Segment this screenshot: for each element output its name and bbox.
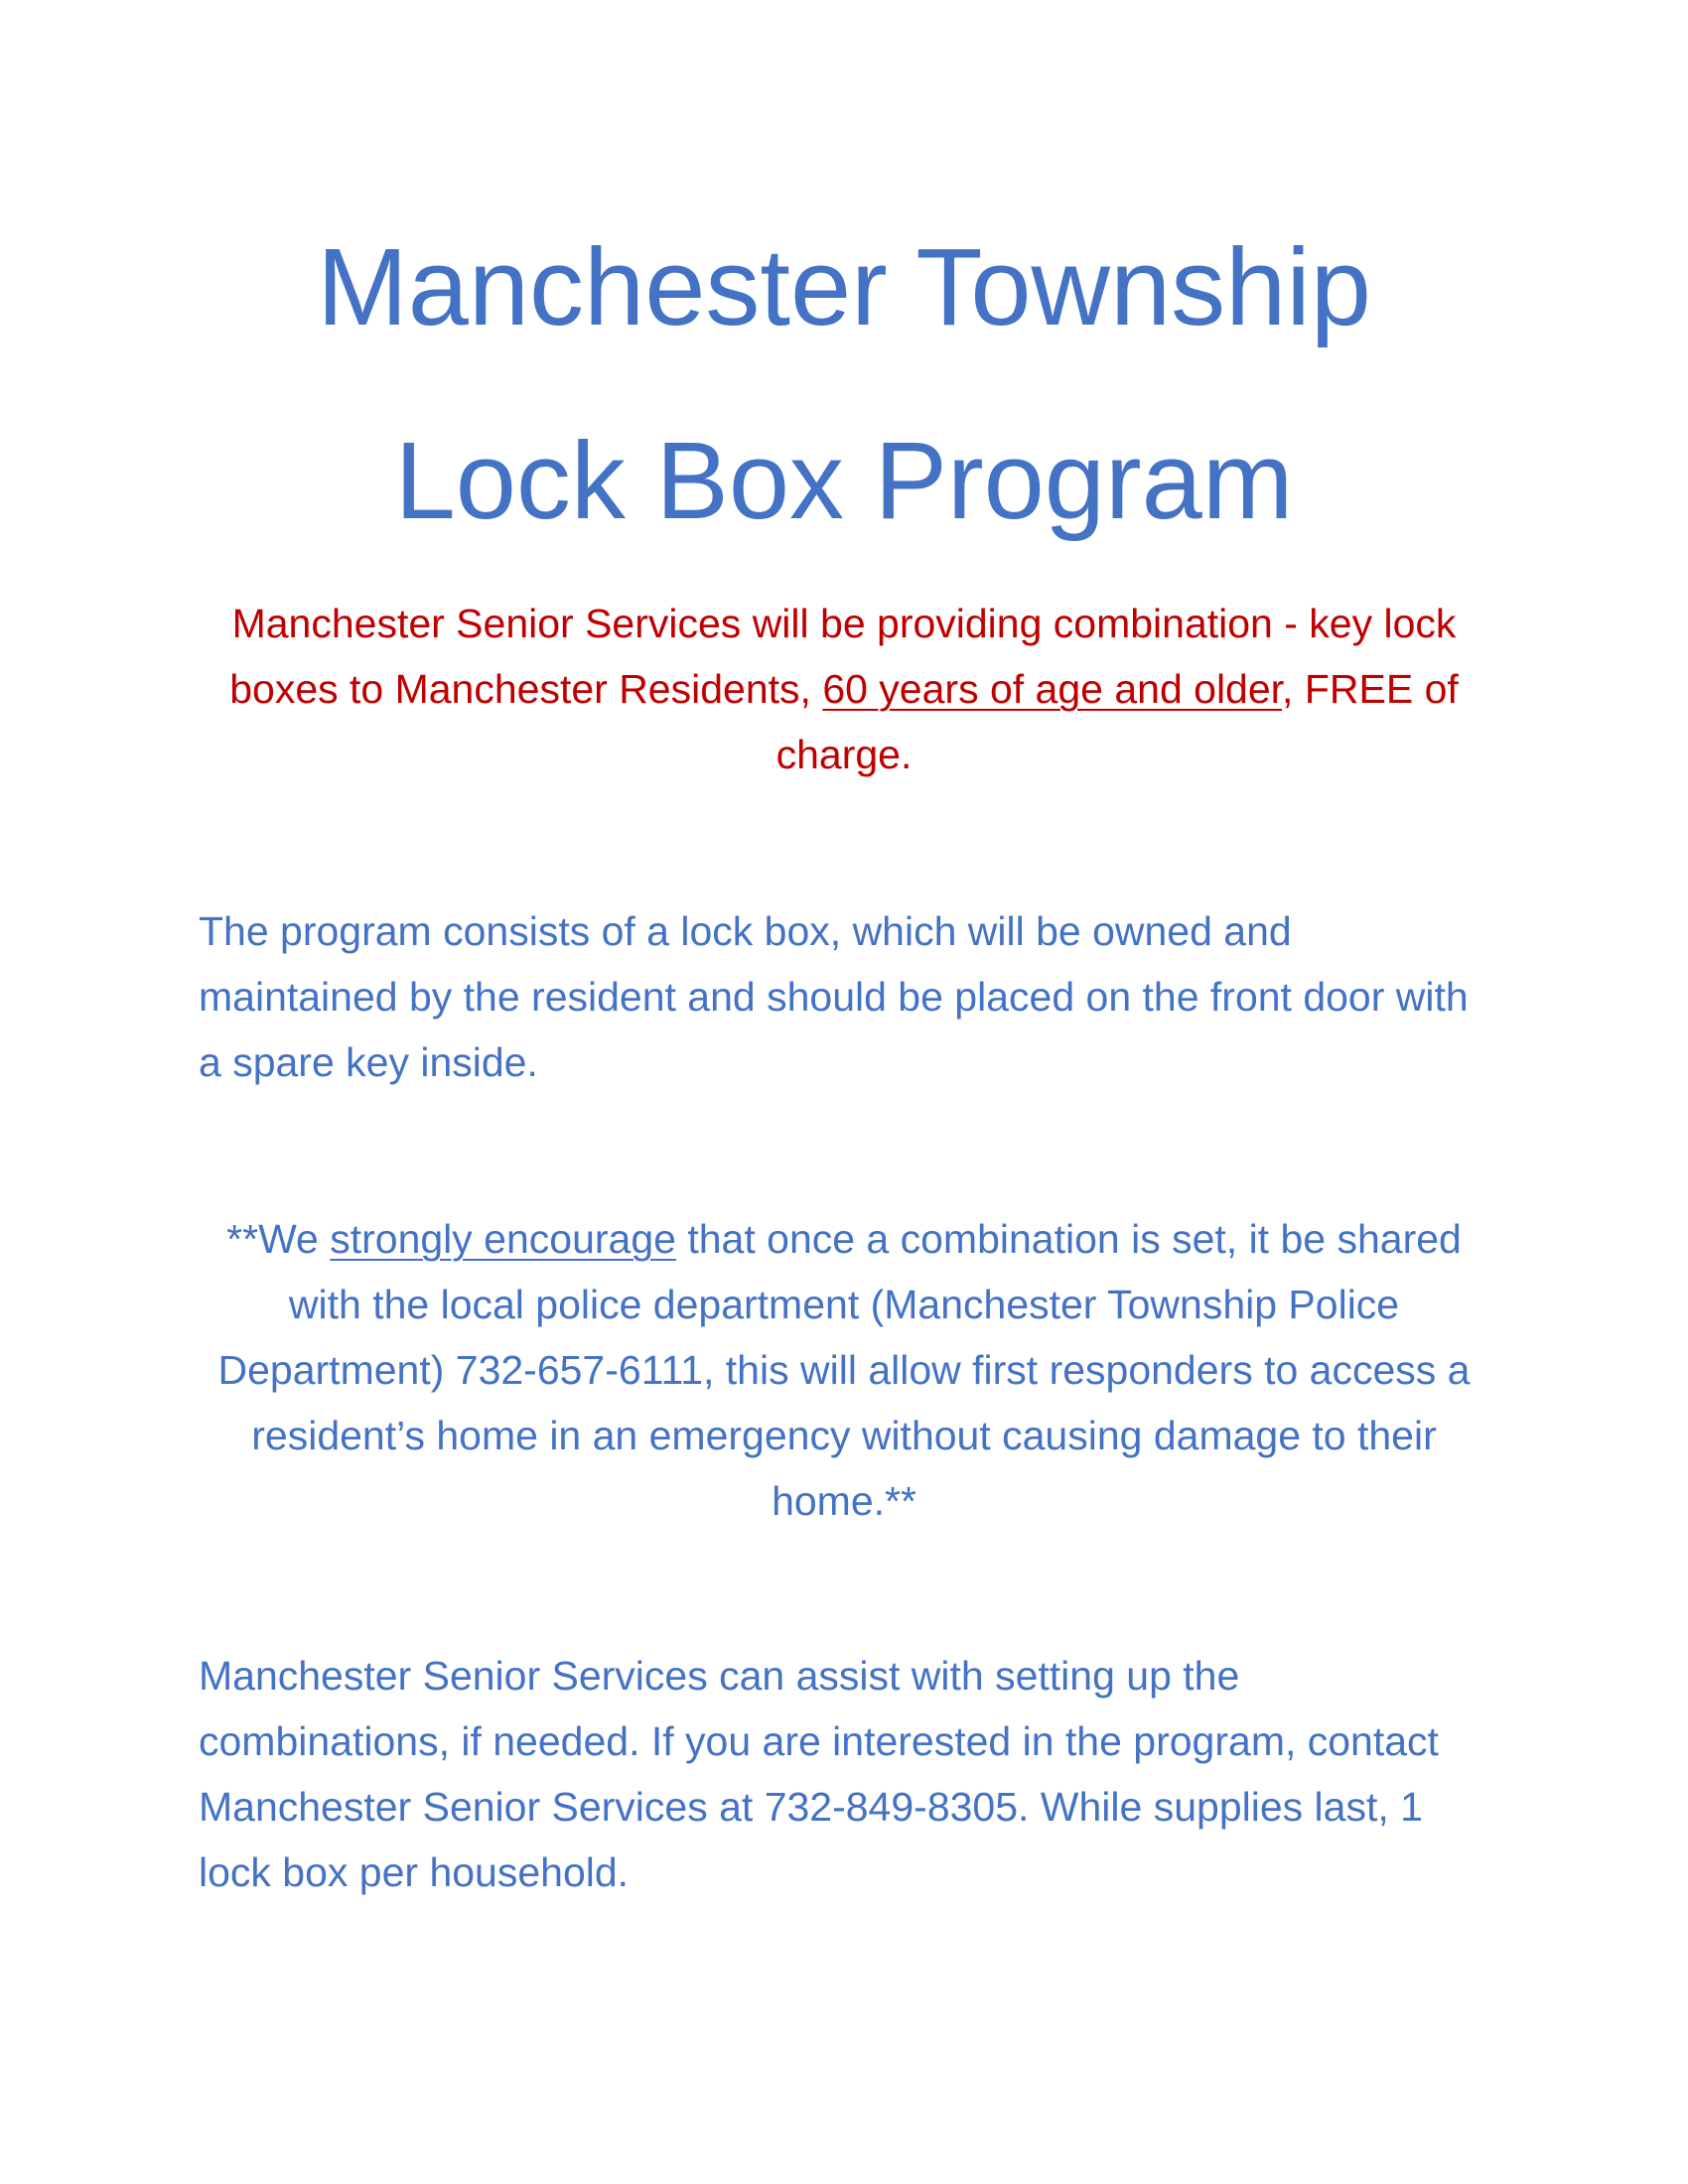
intro-paragraph — [189, 591, 1499, 787]
encourage-paragraph — [189, 1206, 1499, 1534]
title-line-1: Manchester Township — [317, 226, 1371, 348]
strongly-encourage-emphasis: strongly encourage — [330, 1216, 676, 1262]
intro-text-before: Manchester Senior Services will be providing combination - key lock boxes to Manchester Residents, — [229, 601, 1457, 712]
assist-paragraph: Manchester Senior Services can assist with setting up the combinations, if needed. If you are interested in the program, contact Manchester Senior Services at 732-849-8305. While supplies last, 1 lock box per household. — [199, 1653, 1439, 1895]
age-requirement: 60 years of age and older — [822, 666, 1283, 712]
encourage-text: that once a combination is set, it be shared with the local police department (Manchester Township Police Department) 732-657-6111, this will allow first responders to access a resident’s home in an emergency without causing damage to their home.** — [217, 1216, 1471, 1524]
encourage-prefix: **We — [226, 1216, 331, 1262]
program-paragraph: The program consists of a lock box, which will be owned and maintained by the resident and should be placed on the front door with a spare key inside. — [199, 908, 1469, 1085]
intro-text-after: , FREE of charge. — [775, 666, 1459, 777]
title-line-2: Lock Box Program — [394, 420, 1294, 542]
